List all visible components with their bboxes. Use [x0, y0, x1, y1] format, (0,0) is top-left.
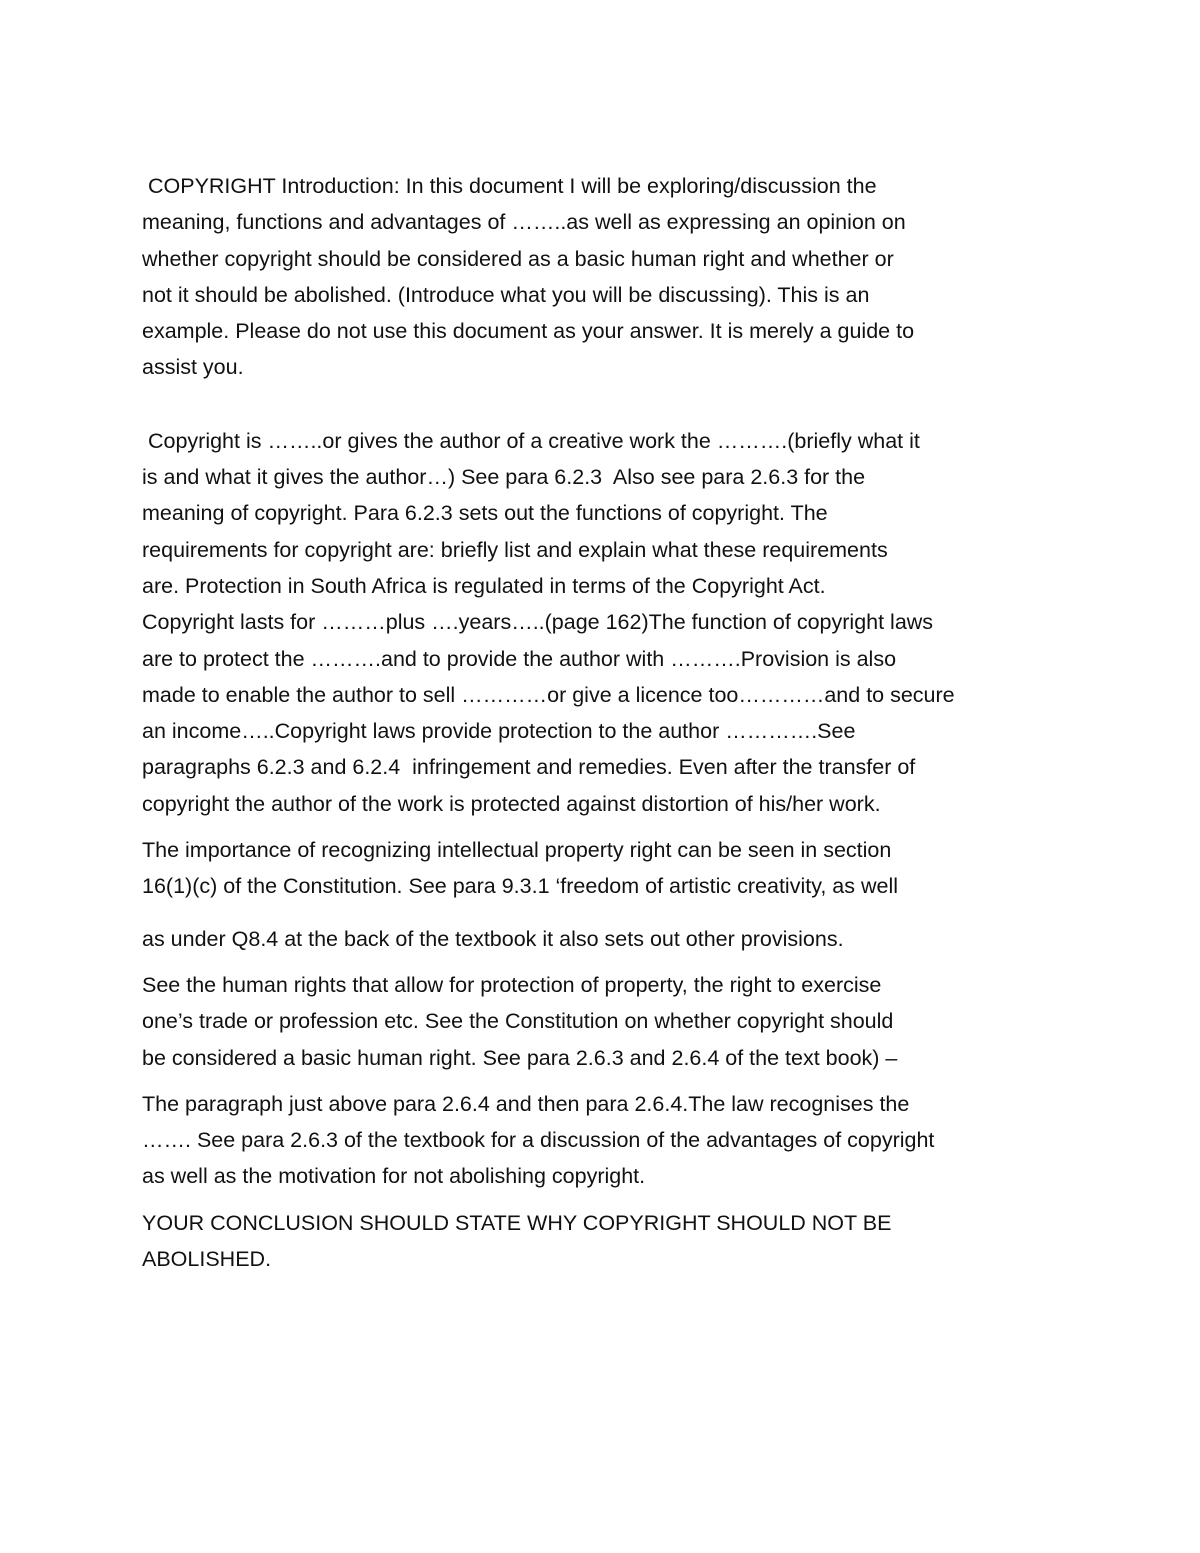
document-body — [142, 168, 1072, 1277]
text-line: requirements for copyright are: briefly list and explain what these requirements — [142, 537, 888, 562]
paragraph-conclusion — [142, 1205, 1072, 1278]
text-line: YOUR CONCLUSION SHOULD STATE WHY COPYRIGHT SHOULD NOT BE — [142, 1210, 892, 1235]
text-line: are to protect the ……….and to provide the author with ……….Provision is also — [142, 646, 897, 671]
text-line: ……. See para 2.6.3 of the textbook for a discussion of the advantages of copyright — [142, 1128, 935, 1153]
paragraph-advantages — [142, 1086, 1072, 1195]
text-line: not it should be abolished. (Introduce what you will be discussing). This is an — [142, 282, 870, 307]
text-line: See the human rights that allow for protection of property, the right to exercise — [142, 972, 882, 997]
text-line: is and what it gives the author…) See para 6.2.3 Also see para 2.6.3 for the — [142, 465, 866, 490]
text-line: COPYRIGHT Introduction: In this document I will be exploring/discussion the — [142, 174, 877, 198]
text-line: Copyright is ……..or gives the author of a creative work the ……….(briefly what it — [142, 428, 920, 453]
paragraph-spacer — [142, 822, 1072, 832]
paragraph-copyright-definition — [142, 423, 1072, 822]
text-line: assist you. — [142, 355, 244, 380]
paragraph-spacer — [142, 905, 1072, 921]
text-line: made to enable the author to sell …………or give a licence too…………and to secure — [142, 682, 955, 707]
text-line: 16(1)(c) of the Constitution. See para 9.3.1 ‘freedom of artistic creativity, as well — [142, 874, 899, 899]
paragraph-importance — [142, 832, 1072, 905]
text-line: paragraphs 6.2.3 and 6.2.4 infringement and remedies. Even after the transfer of — [142, 755, 916, 780]
paragraph-introduction — [142, 168, 1072, 386]
text-line: are. Protection in South Africa is regulated in terms of the Copyright Act. — [142, 573, 826, 598]
text-line: as well as the motivation for not abolishing copyright. — [142, 1164, 646, 1189]
text-line: example. Please do not use this document as your answer. It is merely a guide to — [142, 319, 915, 344]
text-line: ABOLISHED. — [142, 1247, 272, 1272]
text-line: The paragraph just above para 2.6.4 and then para 2.6.4.The law recognises the — [142, 1091, 910, 1116]
paragraph-spacer — [142, 386, 1072, 423]
paragraph-spacer — [142, 1195, 1072, 1205]
paragraph-textbook-provisions — [142, 921, 1072, 957]
text-line: whether copyright should be considered as a basic human right and whether or — [142, 246, 894, 271]
text-line: copyright the author of the work is protected against distortion of his/her work. — [142, 791, 881, 816]
paragraph-human-rights — [142, 967, 1072, 1076]
paragraph-spacer — [142, 957, 1072, 967]
text-line: The importance of recognizing intellectual property right can be seen in section — [142, 838, 892, 863]
paragraph-spacer — [142, 1076, 1072, 1086]
text-line: meaning, functions and advantages of ……..as well as expressing an opinion on — [142, 210, 906, 235]
text-line: Copyright lasts for ………plus ….years…..(page 162)The function of copyright laws — [142, 610, 934, 635]
text-line: an income…..Copyright laws provide protection to the author ………….See — [142, 719, 856, 744]
text-line: as under Q8.4 at the back of the textbook it also sets out other provisions. — [142, 926, 844, 951]
text-line: meaning of copyright. Para 6.2.3 sets out the functions of copyright. The — [142, 501, 828, 526]
text-line: one’s trade or profession etc. See the Constitution on whether copyright should — [142, 1009, 894, 1034]
text-line: be considered a basic human right. See para 2.6.3 and 2.6.4 of the text book) – — [142, 1045, 898, 1070]
